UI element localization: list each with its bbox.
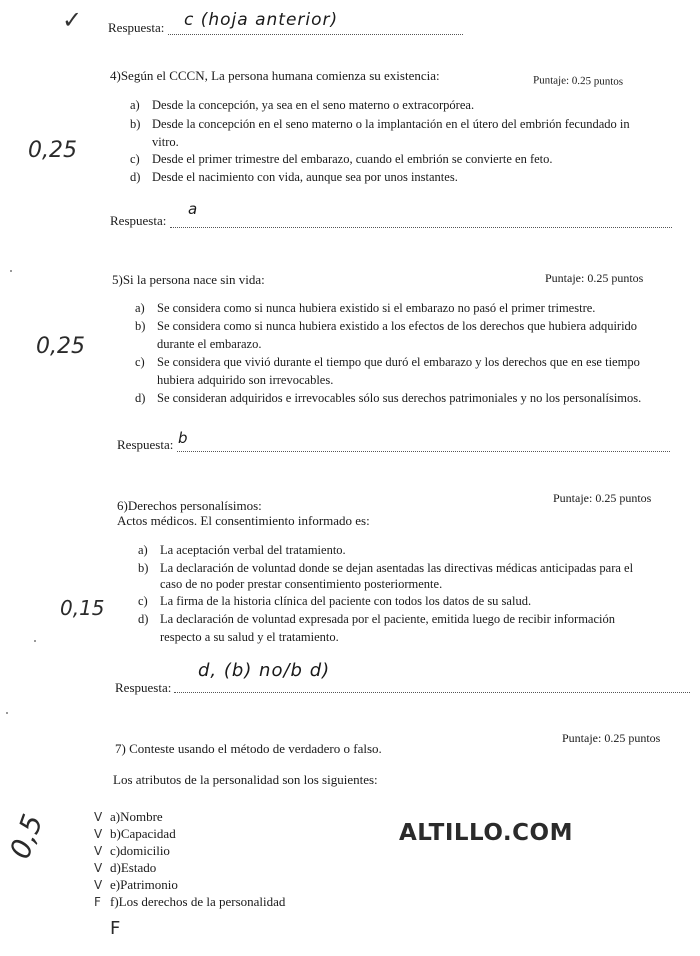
q6-option-d: d) La declaración de voluntad expresada por el paciente, emitida luego de recibir información [138, 612, 616, 626]
q5-option-b-cont: durante el embarazo. [157, 337, 262, 351]
q5-answer-line [177, 451, 670, 452]
q4-answer-line [170, 227, 672, 228]
q5-option-b: b) Se considera como si nunca hubiera existido a los efectos de los derechos que hubiera adquirido [135, 319, 638, 333]
q6-title: 6)Derechos personalísimos: [117, 498, 262, 513]
prev-answer-handwritten: c (hoja anterior) [184, 10, 339, 30]
q6-answer: d, (b) no/b d) [198, 660, 331, 681]
q7-item-a: V a)Nombre [94, 809, 163, 824]
q6-answer-line [174, 692, 690, 693]
q5-title: 5)Si la persona nace sin vida: [112, 272, 265, 287]
q7-item-d: V d)Estado [94, 860, 157, 875]
scan-speck [34, 640, 36, 642]
q4-answer: a [188, 200, 199, 218]
q4-option-a: a) Desde la concepción, ya sea en el seno materno o extracorpórea. [130, 98, 475, 112]
q4-option-b: b) Desde la concepción en el seno materno o la implantación en el útero del embrión fecundado in [130, 117, 630, 131]
q7-item-f: F f)Los derechos de la personalidad [94, 894, 286, 909]
q7-item-e: V e)Patrimonio [94, 877, 178, 892]
q4-grade: 0,25 [28, 138, 77, 163]
q7-intro: Los atributos de la personalidad son los siguientes: [113, 772, 378, 787]
q4-answer-label: Respuesta: [110, 213, 167, 228]
q7-item-c: V c)domicilio [94, 843, 170, 858]
q6-option-b-cont: caso de no poder prestar consentimiento posteriormente. [160, 577, 443, 591]
scan-speck [6, 712, 8, 714]
q5-grade: 0,25 [36, 334, 85, 359]
q4-option-c: c) Desde el primer trimestre del embarazo, cuando el embrión se convierte en feto. [130, 152, 553, 166]
q7-item-b: V b)Capacidad [94, 826, 176, 841]
q5-option-c-cont: hubiera adquirido son irrevocables. [157, 373, 334, 387]
q5-option-d: d) Se consideran adquiridos e irrevocables sólo sus derechos patrimoniales y no los personalísimos. [135, 391, 642, 405]
q4-option-b-cont: vitro. [152, 135, 179, 149]
q7-bottom-mark: F [110, 918, 121, 939]
q7-grade: 0,5 [3, 809, 50, 864]
watermark-logo: ALTILLO.COM [399, 820, 573, 846]
q5-score: Puntaje: 0.25 puntos [545, 271, 644, 285]
q6-option-a: a) La aceptación verbal del tratamiento. [138, 543, 346, 557]
q4-score: Puntaje: 0.25 puntos [532, 74, 624, 88]
q7-score: Puntaje: 0.25 puntos [562, 731, 661, 745]
q4-option-d: d) Desde el nacimiento con vida, aunque sea por unos instantes. [130, 170, 458, 184]
q5-option-a: a) Se considera como si nunca hubiera existido si el embarazo no pasó el primer trimestre. [135, 301, 596, 315]
q5-answer-label: Respuesta: [117, 437, 174, 452]
q4-title: 4)Según el CCCN, La persona humana comienza su existencia: [110, 68, 440, 83]
q6-option-b: b) La declaración de voluntad donde se dejan asentadas las directivas médicas anticipadas para el [138, 561, 634, 575]
q6-option-c: c) La firma de la historia clínica del paciente con todos los datos de su salud. [138, 594, 532, 608]
q5-answer: b [178, 429, 189, 447]
q6-grade: 0,15 [60, 596, 105, 620]
prev-answer-line [168, 34, 463, 35]
scan-speck [10, 270, 12, 272]
q6-score: Puntaje: 0.25 puntos [553, 491, 652, 505]
prev-answer-label: Respuesta: [108, 20, 165, 35]
q7-title: 7) Conteste usando el método de verdadero o falso. [115, 741, 382, 756]
q6-answer-label: Respuesta: [115, 680, 172, 695]
q5-option-c: c) Se considera que vivió durante el tiempo que duró el embarazo y los derechos que en ese tiempo [135, 355, 640, 369]
q6-option-d-cont: respecto a su salud y el tratamiento. [160, 630, 339, 644]
q6-subtitle: Actos médicos. El consentimiento informado es: [117, 513, 370, 528]
check-mark-icon: ✓ [62, 6, 83, 34]
